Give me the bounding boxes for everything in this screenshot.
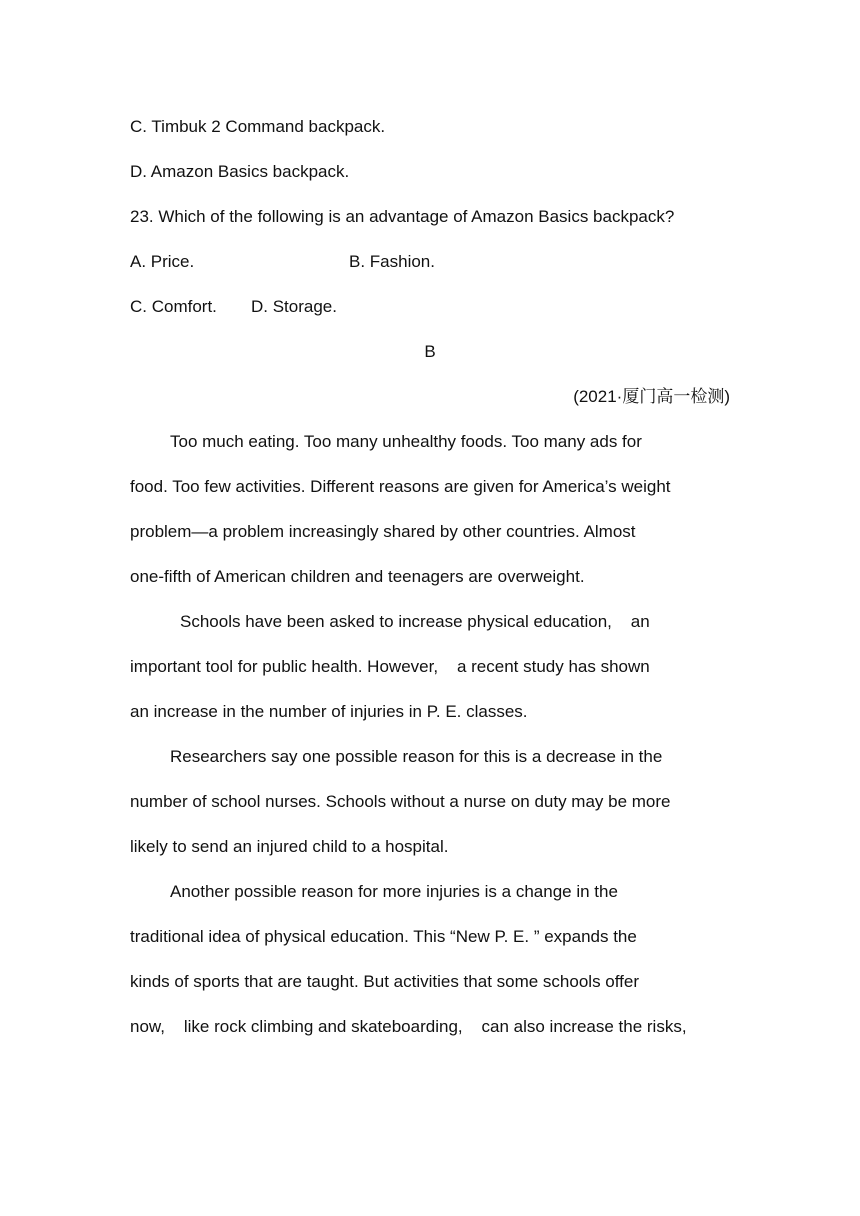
passage-line: Another possible reason for more injuries is a change in the: [170, 882, 618, 901]
passage-line: number of school nurses. Schools without a nurse on duty may be more: [130, 792, 671, 811]
q23-options-row-1: [130, 249, 738, 275]
q23-options-row-2: [130, 294, 738, 320]
passage-line: Schools have been asked to increase physical education, an: [180, 612, 650, 631]
passage-line: Researchers say one possible reason for this is a decrease in the: [170, 747, 663, 766]
option-d-text: D. Amazon Basics backpack.: [130, 162, 350, 181]
passage-line: now, like rock climbing and skateboarding, can also increase the risks,: [130, 1017, 687, 1036]
passage-line: important tool for public health. However, a recent study has shown: [130, 657, 650, 676]
source-note: (2021·厦门高一检测): [573, 387, 730, 406]
passage-line: likely to send an injured child to a hospital.: [130, 837, 449, 856]
passage-line: food. Too few activities. Different reasons are given for America’s weight: [130, 477, 671, 496]
passage-line: traditional idea of physical education. This “New P. E. ” expands the: [130, 927, 637, 946]
q23-option-a: A. Price.: [130, 252, 195, 271]
passage-line: problem—a problem increasingly shared by other countries. Almost: [130, 522, 636, 541]
q23-option-b: B. Fashion.: [349, 252, 435, 271]
passage-line: an increase in the number of injuries in P. E. classes.: [130, 702, 528, 721]
passage-line: kinds of sports that are taught. But activities that some schools offer: [130, 972, 640, 991]
passage-line: Too much eating. Too many unhealthy foods. Too many ads for: [170, 432, 642, 451]
passage-line: one-fifth of American children and teenagers are overweight.: [130, 567, 585, 586]
q23-option-d: D. Storage.: [251, 297, 337, 316]
q23-option-c: C. Comfort.: [130, 297, 217, 316]
question-23: 23. Which of the following is an advantage of Amazon Basics backpack?: [130, 207, 675, 226]
option-c-text: C. Timbuk 2 Command backpack.: [130, 117, 386, 136]
section-b-heading: B: [424, 342, 436, 361]
